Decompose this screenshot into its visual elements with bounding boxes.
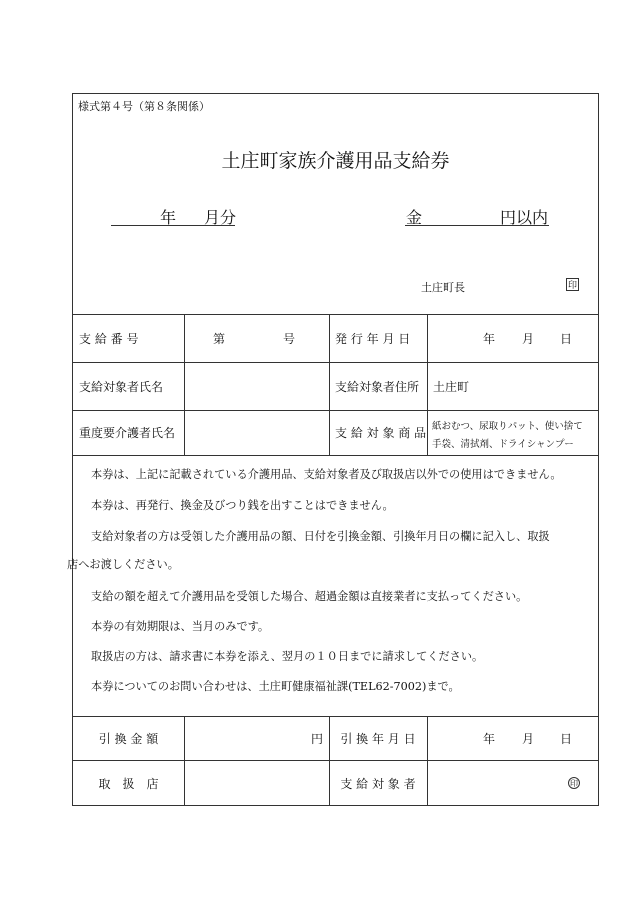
voucher-number-label: 支 給 番 号 [79,331,139,346]
recipient-address-value: 土庄町 [433,379,470,394]
issue-date-year: 年 [483,331,496,346]
recipient-sign-label: 支 給 対 象 者 [340,776,416,791]
goods-line-1: 紙おむつ、尿取りパット、使い捨て [432,421,583,432]
note-4: 支給の額を超えて介護用品を受領した場合、超過金額は直接業者に支払ってください。 [91,590,528,603]
goods-line-2: 手袋、清拭剤、ドライシャンプー [432,439,574,450]
amount-prefix: 金 [406,208,423,227]
voucher-form [67,93,599,806]
issue-date-month: 月 [522,331,535,346]
issue-date-label: 発 行 年 月 日 [335,331,411,346]
exchange-amount-label: 引 換 金 額 [98,731,159,746]
recipient-address-label: 支給対象者住所 [335,379,420,394]
amount-suffix: 円以内 [500,208,549,227]
page-title: 土庄町家族介護用品支給券 [221,150,450,172]
note-6: 取扱店の方は、請求書に本券を添え、翌月の１０日までに請求してください。 [91,650,484,663]
note-3-cont: 店へお渡しください。 [67,558,179,571]
period-year-label: 年 [160,208,177,227]
note-3: 支給対象者の方は受領した介護用品の額、日付を引換金額、引換年月日の欄に記入し、取扱 [91,530,550,543]
recipient-name-label: 支給対象者氏名 [79,379,164,394]
note-5: 本券の有効期限は、当月のみです。 [91,620,270,633]
period-month-label: 月分 [204,208,237,227]
exchange-date-month: 月 [522,731,535,746]
form-number: 様式第４号（第８条関係） [78,100,210,113]
note-2: 本券は、再発行、換金及びつり銭を出すことはできません。 [91,499,394,512]
issuer-seal: 印 [566,278,579,291]
caregiver-name-label: 重度要介護者氏名 [79,426,176,440]
goods-label: 支 給 対 象 商 品 [335,426,427,440]
issue-date-day: 日 [560,331,573,346]
store-label: 取 扱 店 [98,776,159,791]
recipient-seal: 印 [570,778,578,788]
exchange-date-year: 年 [483,731,496,746]
voucher-number-go: 号 [283,331,296,346]
issuer-label: 土庄町長 [421,281,465,294]
exchange-amount-unit: 円 [310,731,323,746]
voucher-number-dai: 第 [213,331,226,346]
exchange-date-day: 日 [560,731,573,746]
note-1: 本券は、上記に記載されている介護用品、支給対象者及び取扱店以外での使用はできません。 [91,468,562,481]
note-7: 本券についてのお問い合わせは、土庄町健康福祉課(TEL62-7002)まで。 [91,680,460,693]
exchange-date-label: 引 換 年 月 日 [340,731,416,746]
